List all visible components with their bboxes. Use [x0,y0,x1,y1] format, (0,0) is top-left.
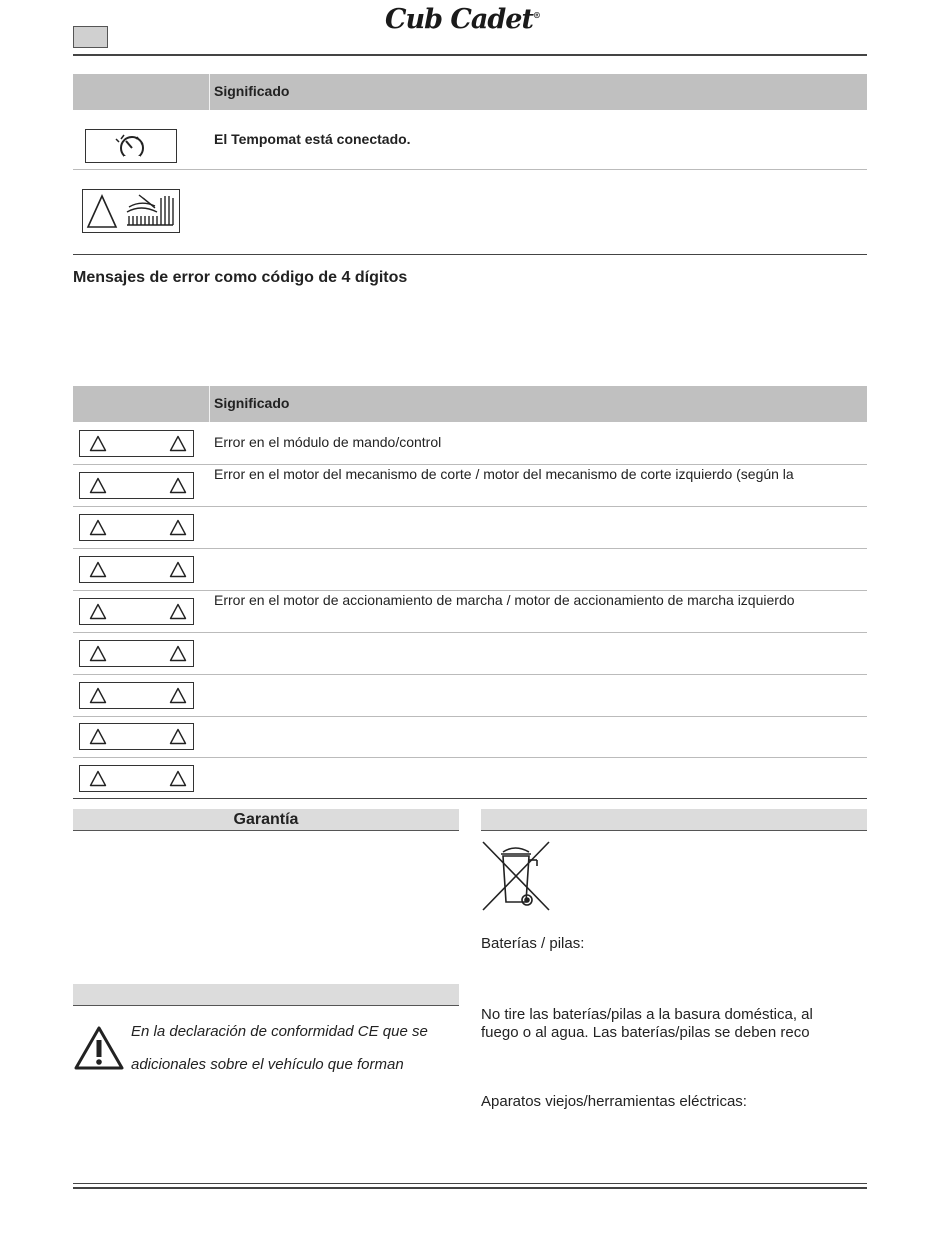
warning-icon [169,728,187,745]
table1-header-label: Significado [214,83,290,99]
footer-rule-top [73,1183,867,1184]
warning-icon [169,561,187,578]
conformity-text-line2: adicionales sobre el vehículo que forman [131,1056,404,1073]
conformity-warning-symbol [73,1025,125,1071]
warning-mower-icon [83,190,179,232]
table2-row-divider [73,548,867,549]
conformity-text-line1: En la declaración de conformidad CE que se [131,1023,428,1040]
warning-icon [89,519,107,536]
warning-icon [89,603,107,620]
warning-icon [89,770,107,787]
warning-triangle-icon [73,1025,125,1071]
table2-row-divider [73,757,867,758]
appliances-label: Aparatos viejos/herramientas eléctricas: [481,1093,747,1110]
tempomat-icon [86,130,176,162]
table2-row-divider [73,674,867,675]
table1-row-divider [73,169,867,170]
table2-row-divider [73,716,867,717]
error-code-symbol-box [79,514,194,541]
table1-bottom-rule [73,254,867,255]
batteries-label: Baterías / pilas: [481,935,585,952]
warning-icon [89,435,107,452]
warning-mower-symbol-box [82,189,180,233]
warning-icon [89,687,107,704]
error-code-meaning: Error en el motor de accionamiento de marcha / motor de accionamiento de marcha izquierdo [214,592,795,608]
brand-logo: Cub Cadet® [385,4,540,35]
table2-row-divider [73,464,867,465]
error-code-symbol-box [79,723,194,750]
error-code-symbol-box [79,472,194,499]
error-code-symbol-box [79,598,194,625]
error-codes-heading: Mensajes de error como código de 4 dígitos [73,269,408,286]
table2-header-label: Significado [214,395,290,411]
warning-icon [169,477,187,494]
tempomat-symbol-box [85,129,177,163]
table2-row-divider [73,632,867,633]
warning-icon [169,687,187,704]
warning-icon [89,561,107,578]
error-code-symbol-box [79,640,194,667]
warning-icon [169,435,187,452]
warranty-title: Garantía [233,811,299,828]
batteries-text-line2: fuego o al agua. Las baterías/pilas se deben reco [481,1024,810,1041]
header-rule [73,54,867,56]
crossed-bin-symbol [481,840,551,912]
footer-rule-bottom [73,1187,867,1189]
conformity-section-bar [73,984,459,1006]
page-number-tab [73,26,108,48]
table2-row-divider [73,590,867,591]
warning-icon [169,603,187,620]
brand-logo-text: Cub Cadet [385,4,533,35]
table2-bottom-rule [73,798,867,799]
warning-icon [169,645,187,662]
table2-header-symbol-cell [73,386,210,422]
table1-header-symbol-cell [73,74,210,110]
table2-row-divider [73,506,867,507]
warning-icon [169,519,187,536]
error-code-symbol-box [79,556,194,583]
error-code-meaning: Error en el módulo de mando/control [214,434,442,450]
crossed-bin-icon [481,840,551,912]
disposal-section-bar [481,809,867,831]
warning-icon [89,728,107,745]
warning-icon [169,770,187,787]
error-code-symbol-box [79,765,194,792]
error-code-meaning: Error en el motor del mecanismo de corte / motor del mecanismo de corte izquierdo (según la [214,466,794,482]
error-code-symbol-box [79,430,194,457]
table1-row1-text: El Tempomat está conectado. [214,131,411,147]
warning-icon [89,477,107,494]
warranty-section-bar [73,809,459,831]
warning-icon [89,645,107,662]
error-code-symbol-box [79,682,194,709]
batteries-text-line1: No tire las baterías/pilas a la basura doméstica, al [481,1006,813,1023]
